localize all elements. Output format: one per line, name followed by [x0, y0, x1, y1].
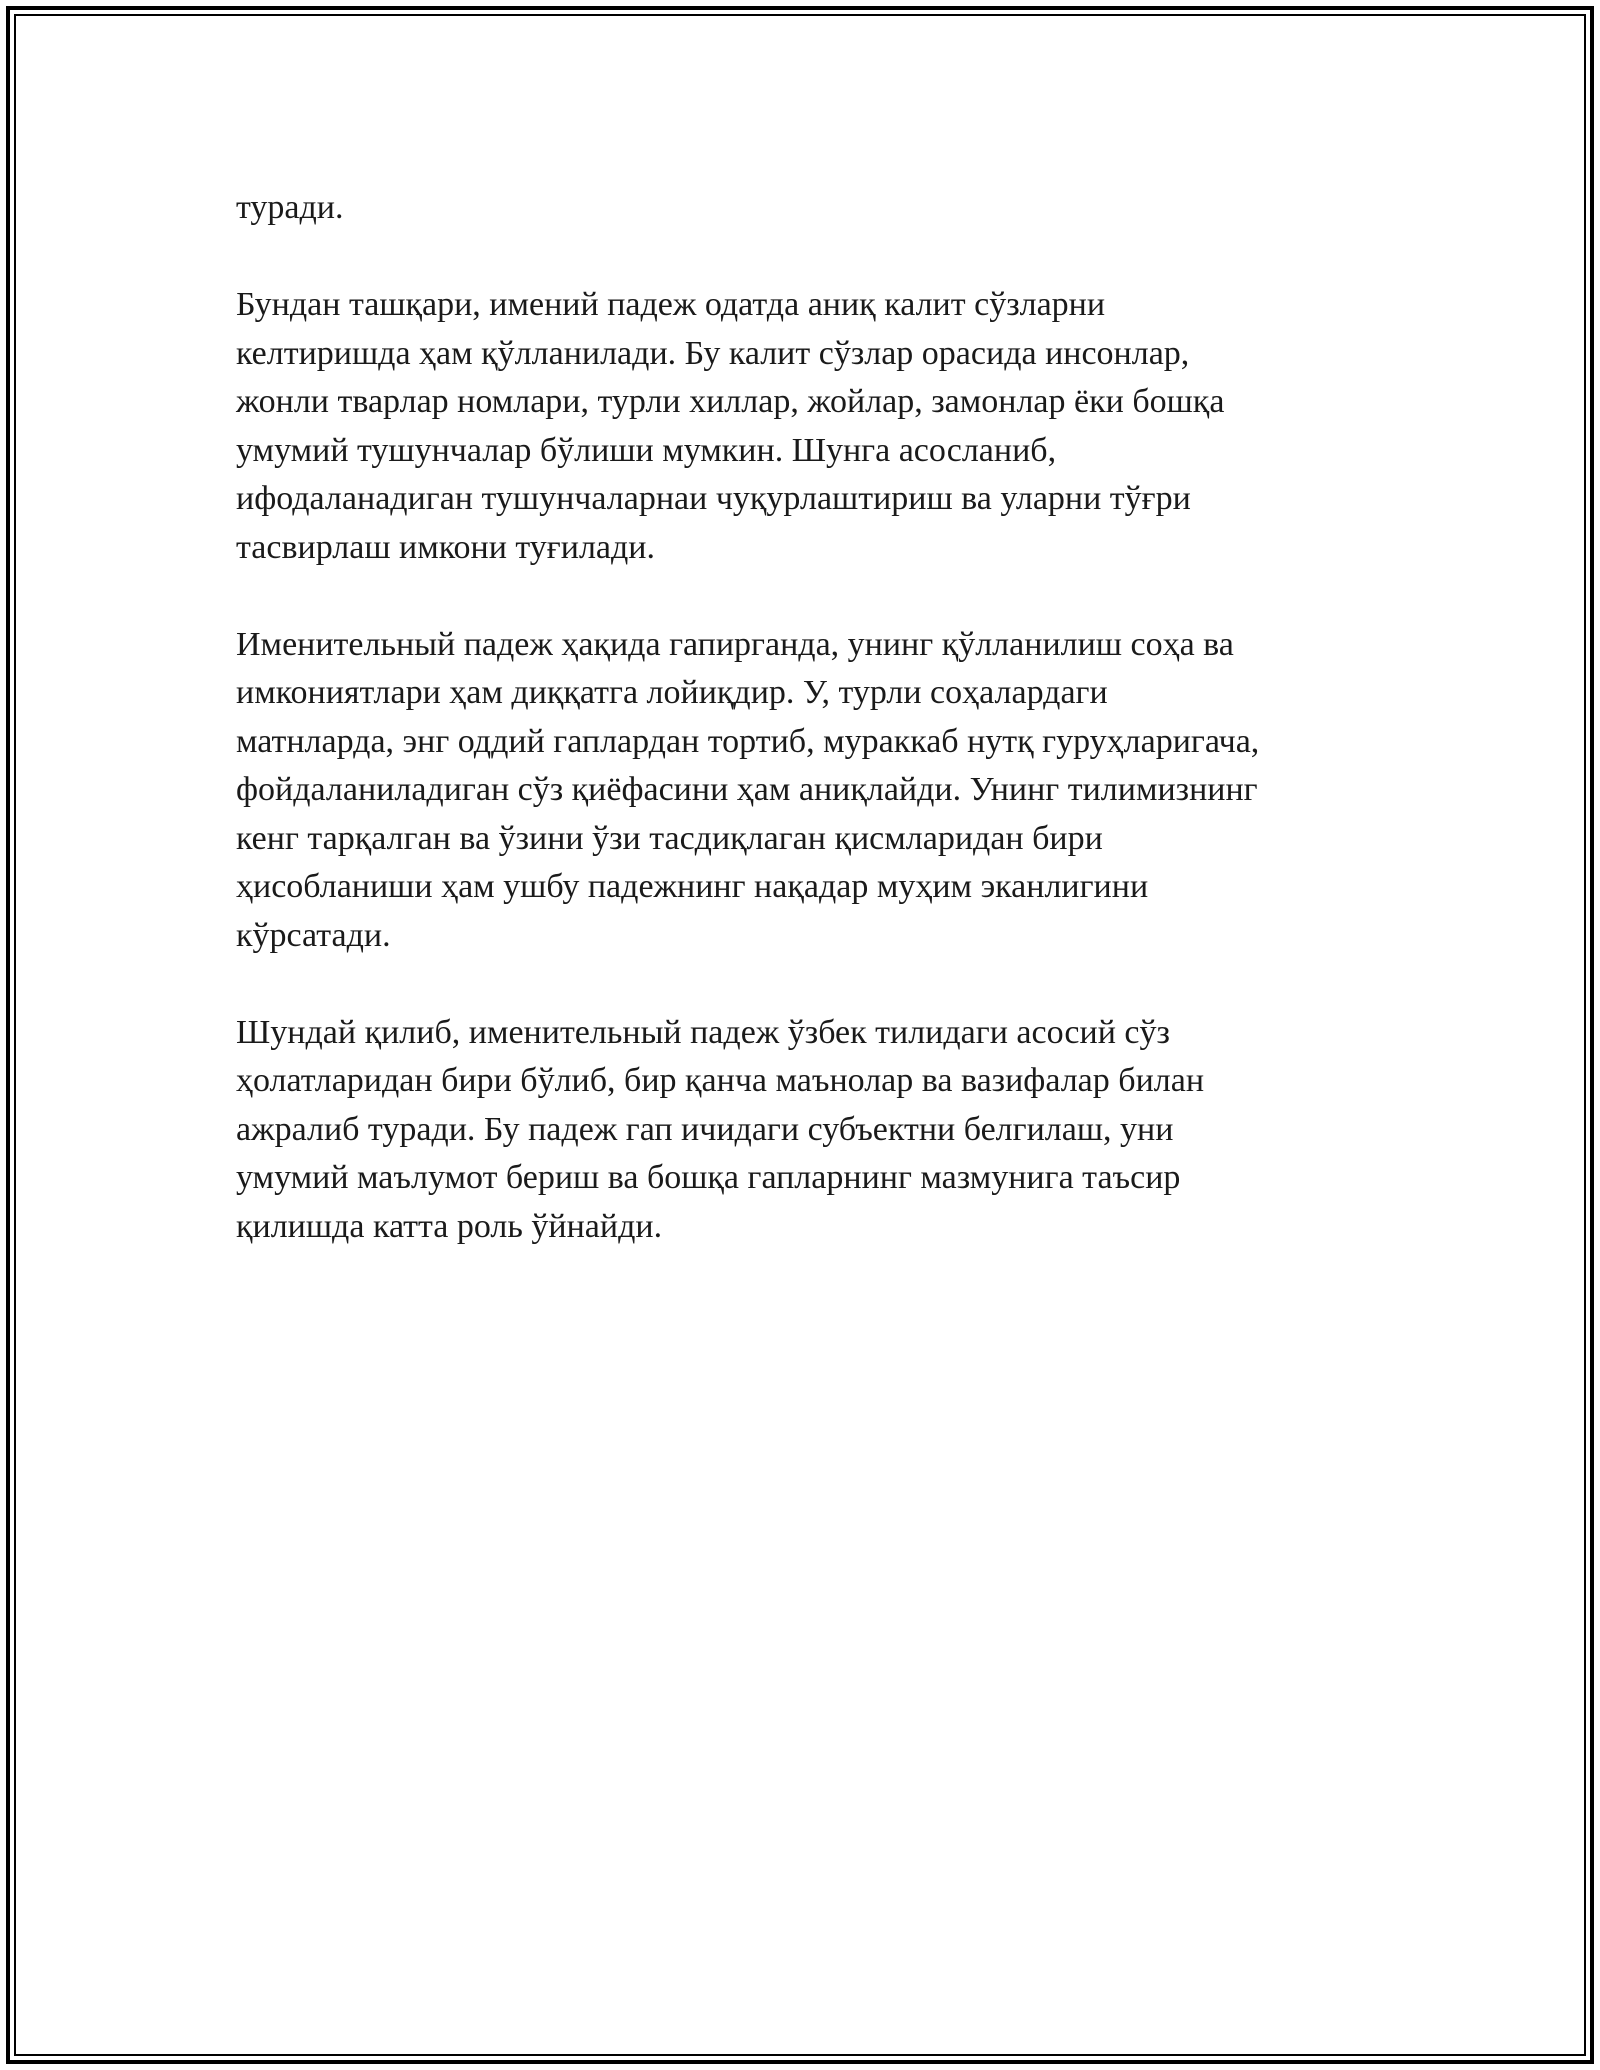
text-line: келтиришда ҳам қўлланилади. Бу калит сўзлар орасида инсонлар,	[236, 334, 1190, 372]
text-line: ажралиб туради. Бу падеж гап ичидаги субъектни белгилаш, уни	[236, 1110, 1174, 1148]
text-line: ҳисобланиши ҳам ушбу падежнинг нақадар муҳим эканлигини	[236, 868, 1149, 905]
text-line: ҳолатларидан бири бўлиб, бир қанча маънолар ва вазифалар билан	[236, 1062, 1205, 1099]
text-line: Именительный падеж ҳақида гапирганда, унинг қўлланилиш соҳа ва	[236, 625, 1234, 663]
text-line: Шундай қилиб, именительный падеж ўзбек тилидаги асосий сўз	[236, 1013, 1170, 1051]
text-line: Бундан ташқари, имений падеж одатда аниқ калит сўзларни	[236, 286, 1106, 323]
document-body	[236, 184, 1366, 1300]
paragraph-3	[236, 621, 1366, 961]
text-line: умумий маълумот бериш ва бошқа гапларнинг мазмунига таъсир	[236, 1159, 1181, 1196]
text-line: жонли тварлар номлари, турли хиллар, жойлар, замонлар ёки бошқа	[236, 383, 1225, 420]
text-line: кенг тарқалган ва ўзини ўзи тасдиқлаган қисмларидан бири	[236, 819, 1103, 857]
text-line: фойдаланиладиган сўз қиёфасини ҳам аниқлайди. Унинг тилимизнинг	[236, 771, 1258, 808]
paragraph-4	[236, 1009, 1366, 1252]
paragraph-2	[236, 281, 1366, 572]
text-line: қилишда катта роль ўйнайди.	[236, 1207, 663, 1245]
text-line: имкониятлари ҳам диққатга лойиқдир. У, турли соҳалардаги	[236, 674, 1108, 711]
text-line: матнларда, энг оддий гаплардан тортиб, мураккаб нутқ гуруҳларигача,	[236, 722, 1260, 760]
text-line: ифодаланадиган тушунчаларнаи чуқурлаштириш ва уларни тўғри	[236, 480, 1191, 517]
text-line: туради.	[236, 189, 344, 226]
text-line: умумий тушунчалар бўлиши мумкин. Шунга асосланиб,	[236, 431, 1057, 469]
paragraph-1	[236, 184, 1366, 233]
text-line: тасвирлаш имкони туғилади.	[236, 528, 655, 566]
text-line: кўрсатади.	[236, 916, 391, 954]
